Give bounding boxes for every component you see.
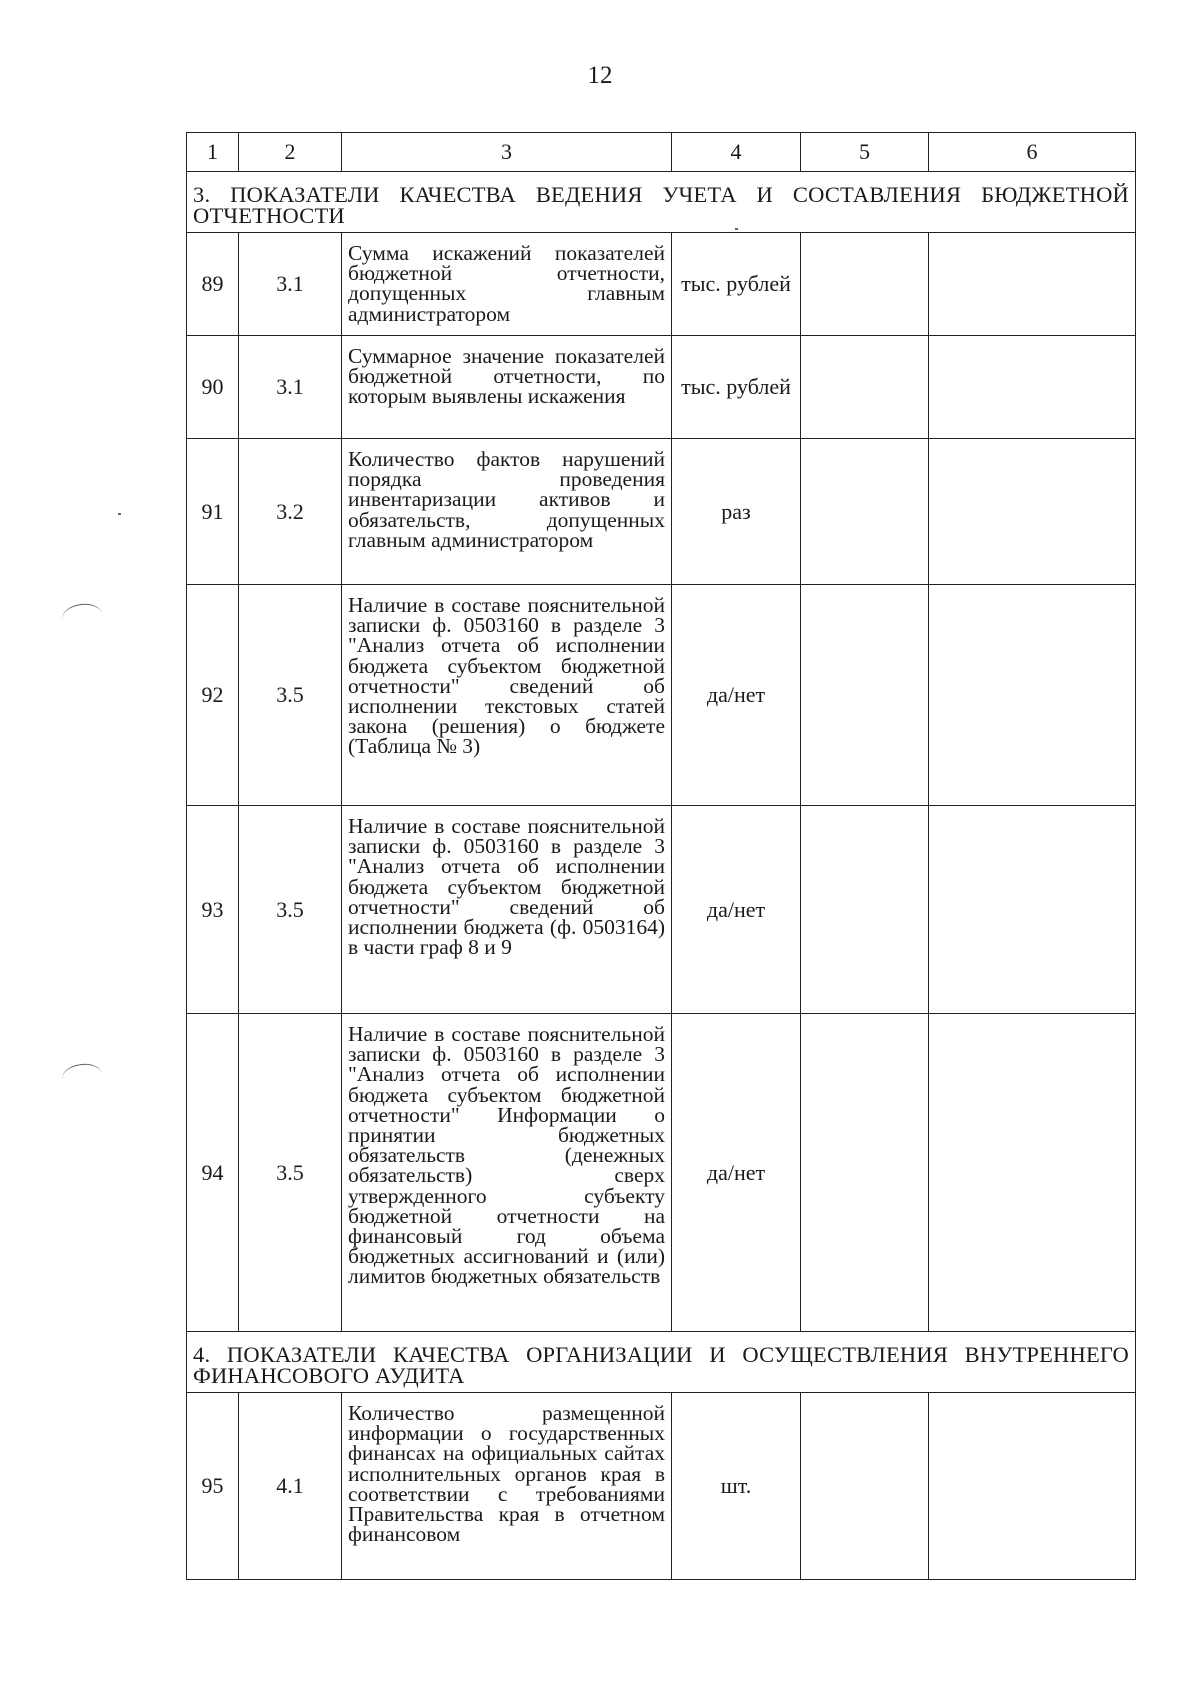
unit-of-measure: да/нет bbox=[672, 806, 801, 1014]
value-cell-6 bbox=[929, 806, 1136, 1014]
column-number-5: 5 bbox=[801, 133, 929, 172]
value-cell-5 bbox=[801, 439, 929, 585]
unit-of-measure: да/нет bbox=[672, 585, 801, 806]
column-number-2: 2 bbox=[239, 133, 342, 172]
value-cell-5 bbox=[801, 233, 929, 336]
value-cell-5 bbox=[801, 585, 929, 806]
table-row bbox=[187, 1014, 1136, 1332]
section-heading-row bbox=[187, 172, 1136, 233]
indicator-code: 3.1 bbox=[239, 336, 342, 439]
indicators-table bbox=[186, 132, 1136, 1580]
value-cell-6 bbox=[929, 1393, 1136, 1580]
indicator-code: 3.5 bbox=[239, 806, 342, 1014]
indicator-description: Наличие в составе пояснительной записки ф. 0503160 в разделе 3 "Анализ отчета об исполнении бюджета субъектом бюджетной отчетности" сведений об исполнении текстовых статей закона (решения) о бюджете (Таблица № 3) bbox=[342, 585, 672, 806]
indicator-code: 3.2 bbox=[239, 439, 342, 585]
section-4-title: 4. ПОКАЗАТЕЛИ КАЧЕСТВА ОРГАНИЗАЦИИ И ОСУЩЕСТВЛЕНИЯ ВНУТРЕННЕГО ФИНАНСОВОГО АУДИТА bbox=[187, 1332, 1136, 1393]
section-3-title: 3. ПОКАЗАТЕЛИ КАЧЕСТВА ВЕДЕНИЯ УЧЕТА И СОСТАВЛЕНИЯ БЮДЖЕТНОЙ ОТЧЕТНОСТИ bbox=[187, 172, 1136, 233]
row-number: 92 bbox=[187, 585, 239, 806]
row-number: 91 bbox=[187, 439, 239, 585]
indicator-description: Количество фактов нарушений порядка проведения инвентаризации активов и обязательств, допущенных главным администратором bbox=[342, 439, 672, 585]
row-number: 90 bbox=[187, 336, 239, 439]
column-number-1: 1 bbox=[187, 133, 239, 172]
value-cell-6 bbox=[929, 233, 1136, 336]
table-row bbox=[187, 233, 1136, 336]
row-number: 95 bbox=[187, 1393, 239, 1580]
table-row bbox=[187, 585, 1136, 806]
row-number: 94 bbox=[187, 1014, 239, 1332]
value-cell-6 bbox=[929, 336, 1136, 439]
value-cell-6 bbox=[929, 439, 1136, 585]
indicator-description: Суммарное значение показателей бюджетной отчетности, по которым выявлены искажения bbox=[342, 336, 672, 439]
column-number-3: 3 bbox=[342, 133, 672, 172]
row-number: 93 bbox=[187, 806, 239, 1014]
column-number-6: 6 bbox=[929, 133, 1136, 172]
indicator-description: Сумма искажений показателей бюджетной отчетности, допущенных главным администратором bbox=[342, 233, 672, 336]
unit-of-measure: тыс. рублей bbox=[672, 336, 801, 439]
indicator-description: Наличие в составе пояснительной записки ф. 0503160 в разделе 3 "Анализ отчета об исполнении бюджета субъектом бюджетной отчетности" сведений об исполнении бюджета (ф. 0503164) в части граф 8 и 9 bbox=[342, 806, 672, 1014]
value-cell-5 bbox=[801, 336, 929, 439]
unit-of-measure: шт. bbox=[672, 1393, 801, 1580]
hole-punch-mark bbox=[60, 601, 103, 631]
value-cell-6 bbox=[929, 1014, 1136, 1332]
indicator-code: 3.1 bbox=[239, 233, 342, 336]
indicator-description: Количество размещенной информации о государственных финансах на официальных сайтах исполнительных органов края в соответствии с требованиями Правительства края в отчетном финансовом bbox=[342, 1393, 672, 1580]
table-row bbox=[187, 336, 1136, 439]
column-number-row bbox=[187, 133, 1136, 172]
indicator-code: 4.1 bbox=[239, 1393, 342, 1580]
unit-of-measure: тыс. рублей bbox=[672, 233, 801, 336]
section-heading-row bbox=[187, 1332, 1136, 1393]
unit-of-measure: раз bbox=[672, 439, 801, 585]
indicator-description: Наличие в составе пояснительной записки ф. 0503160 в разделе 3 "Анализ отчета об исполнении бюджета субъектом бюджетной отчетности" Информации о принятии бюджетных обязательств (денежных обязательств) сверх утвержденного субъекту бюджетной отчетности на финансовый год объема бюджетных ассигнований и (или) лимитов бюджетных обязательств bbox=[342, 1014, 672, 1332]
value-cell-5 bbox=[801, 1393, 929, 1580]
page-number: 12 bbox=[587, 62, 613, 89]
table-row bbox=[187, 806, 1136, 1014]
hole-punch-mark bbox=[60, 1061, 103, 1091]
unit-of-measure: да/нет bbox=[672, 1014, 801, 1332]
value-cell-6 bbox=[929, 585, 1136, 806]
value-cell-5 bbox=[801, 1014, 929, 1332]
indicator-code: 3.5 bbox=[239, 1014, 342, 1332]
indicator-code: 3.5 bbox=[239, 585, 342, 806]
scan-speck bbox=[118, 513, 121, 515]
table-row bbox=[187, 1393, 1136, 1580]
scan-speck bbox=[735, 228, 738, 230]
row-number: 89 bbox=[187, 233, 239, 336]
column-number-4: 4 bbox=[672, 133, 801, 172]
table-row bbox=[187, 439, 1136, 585]
value-cell-5 bbox=[801, 806, 929, 1014]
